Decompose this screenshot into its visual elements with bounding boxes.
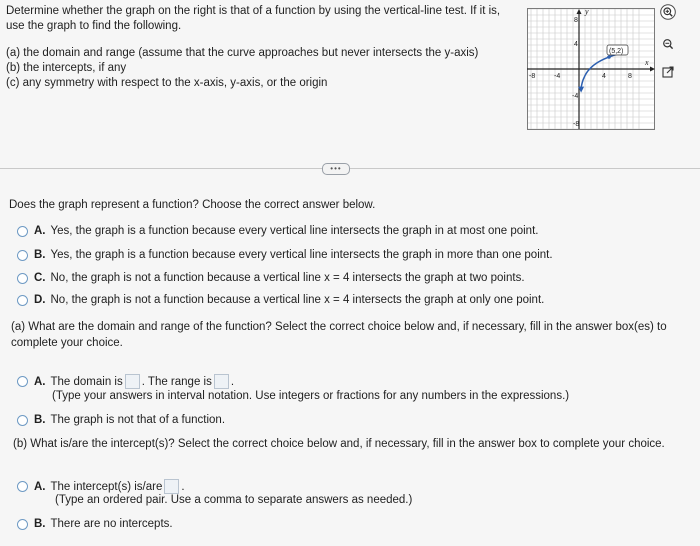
x-tick-neg4: -4 bbox=[554, 73, 561, 80]
question-domain-range-line-2: complete your choice. bbox=[11, 337, 123, 349]
choice-letter: C. bbox=[34, 272, 46, 284]
function-choice-d[interactable] bbox=[17, 294, 544, 306]
question-intercepts: (b) What is/are the intercept(s)? Select the correct choice below and, if necessary, fill in the answer box to complete your choice. bbox=[13, 438, 665, 450]
choice-letter: B. bbox=[34, 518, 46, 530]
choice-text: Yes, the graph is a function because every vertical line intersects the graph in more than one point. bbox=[50, 249, 553, 261]
problem-parts bbox=[6, 46, 478, 91]
radio-button[interactable] bbox=[17, 519, 28, 530]
y-tick-8: 8 bbox=[574, 17, 578, 24]
domain-range-choice-a[interactable] bbox=[17, 374, 234, 389]
ordered-pair-note: (Type an ordered pair. Use a comma to separate answers as needed.) bbox=[55, 494, 413, 506]
radio-button[interactable] bbox=[17, 273, 28, 284]
choice-text: No, the graph is not a function because a vertical line x = 4 intersects the graph at two points. bbox=[50, 272, 525, 284]
prompt-line-2: use the graph to find the following. bbox=[6, 20, 182, 32]
part-b-text: (b) the intercepts, if any bbox=[6, 62, 127, 74]
radio-button[interactable] bbox=[17, 250, 28, 261]
intercept-answer-box[interactable] bbox=[164, 479, 179, 494]
choice-text: No, the graph is not a function because a vertical line x = 4 intersects the graph at only one point. bbox=[50, 294, 545, 306]
part-a-text: (a) the domain and range (assume that the curve approaches but never intersects the y-axis) bbox=[6, 47, 479, 59]
x-tick-neg8: -8 bbox=[529, 73, 536, 80]
choice-text: Yes, the graph is a function because every vertical line intersects the graph in at most one point. bbox=[50, 225, 539, 237]
y-axis-label: y bbox=[585, 8, 589, 16]
expand-more-button[interactable]: ••• bbox=[322, 163, 350, 175]
intercept-period: . bbox=[181, 480, 185, 493]
question-function: Does the graph represent a function? Choose the correct answer below. bbox=[9, 199, 376, 211]
radio-button[interactable] bbox=[17, 295, 28, 306]
zoom-in-button[interactable] bbox=[660, 4, 676, 20]
y-tick-neg8: -8 bbox=[573, 121, 580, 128]
radio-button[interactable] bbox=[17, 376, 28, 387]
question-domain-range: (a) What are the domain and range of the function? Select the correct choice below and, if necessary, fill in the answer box(es) to bbox=[11, 321, 667, 333]
y-tick-4: 4 bbox=[574, 41, 578, 48]
intercept-choice-a[interactable] bbox=[17, 479, 185, 494]
popout-icon bbox=[660, 64, 676, 80]
range-label: . The range is bbox=[141, 375, 212, 388]
choice-letter: D. bbox=[34, 294, 46, 306]
x-tick-4: 4 bbox=[602, 73, 606, 80]
domain-answer-box[interactable] bbox=[125, 374, 140, 389]
range-answer-box[interactable] bbox=[214, 374, 229, 389]
function-choice-a[interactable] bbox=[17, 225, 538, 237]
y-tick-neg4: -4 bbox=[572, 93, 579, 100]
choice-letter: A. bbox=[34, 480, 46, 493]
graph-point bbox=[607, 55, 611, 59]
interval-notation-note: (Type your answers in interval notation. Use integers or fractions for any numbers in the expressions.) bbox=[52, 390, 570, 402]
function-choice-b[interactable] bbox=[17, 249, 553, 261]
function-choice-c[interactable] bbox=[17, 272, 525, 284]
radio-button[interactable] bbox=[17, 226, 28, 237]
choice-letter: A. bbox=[34, 225, 46, 237]
zoom-out-button[interactable] bbox=[660, 36, 676, 52]
graph-canvas bbox=[527, 8, 655, 130]
intercept-choice-b[interactable] bbox=[17, 518, 173, 530]
choice-letter: B. bbox=[34, 249, 46, 261]
domain-label: The domain is bbox=[50, 375, 123, 388]
part-c-text: (c) any symmetry with respect to the x-axis, y-axis, or the origin bbox=[6, 77, 328, 89]
popout-button[interactable] bbox=[660, 64, 676, 80]
radio-button[interactable] bbox=[17, 415, 28, 426]
choice-letter: A. bbox=[34, 375, 46, 388]
zoom-in-icon bbox=[660, 4, 676, 20]
function-graph bbox=[527, 8, 655, 130]
point-label: (5,2) bbox=[609, 48, 624, 55]
x-axis-label: x bbox=[645, 58, 649, 67]
radio-button[interactable] bbox=[17, 481, 28, 492]
range-period: . bbox=[230, 375, 235, 388]
x-tick-8: 8 bbox=[628, 73, 632, 80]
intercept-label: The intercept(s) is/are bbox=[50, 480, 163, 493]
problem-prompt bbox=[6, 4, 516, 34]
prompt-line-1: Determine whether the graph on the right is that of a function by using the vertical-line test. If it is, bbox=[6, 5, 501, 17]
choice-letter: B. bbox=[34, 414, 46, 426]
choice-text: There are no intercepts. bbox=[50, 518, 173, 530]
zoom-out-icon bbox=[660, 36, 676, 52]
section-divider bbox=[0, 168, 700, 169]
choice-text: The graph is not that of a function. bbox=[50, 414, 226, 426]
domain-range-choice-b[interactable] bbox=[17, 414, 225, 426]
